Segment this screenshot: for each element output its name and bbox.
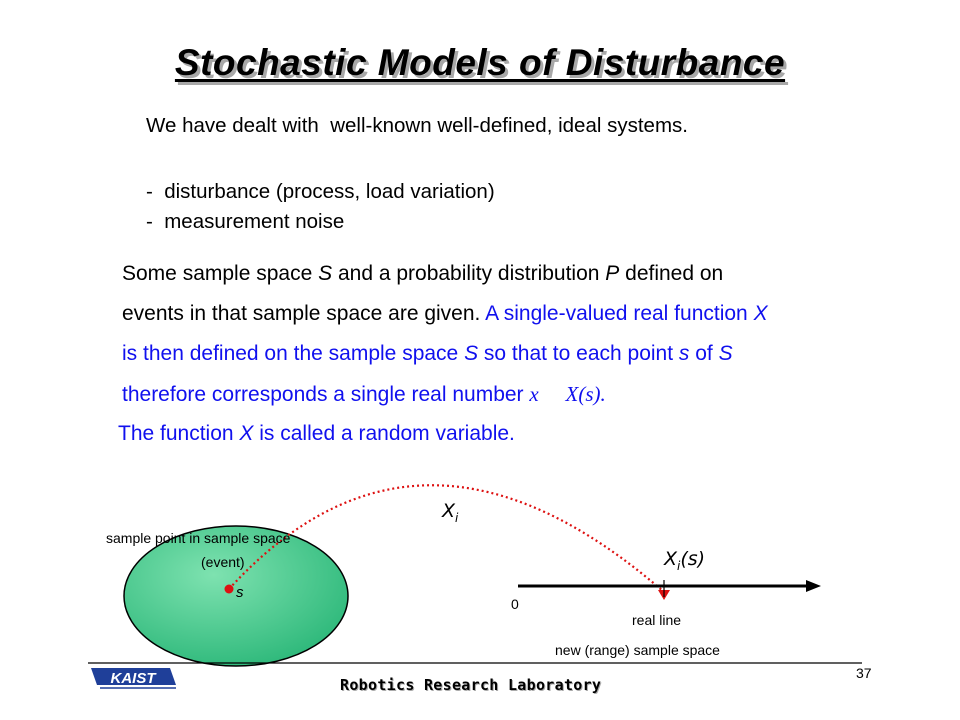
def-text: defined on [619,262,724,285]
def-symbol-X: X [239,422,254,445]
real-line-arrowhead [806,580,821,592]
range-sample-space-label: new (range) sample space [555,642,720,658]
sample-space-label: sample point in sample space [106,530,291,546]
def-text-blue: A single-valued real function [485,302,754,325]
kaist-logo-text: KAIST [110,670,156,687]
mapped-value-label [664,548,705,573]
def-text: Some sample space [122,262,319,285]
def-formula: x X(s). [529,382,585,406]
event-label: (event) [201,554,245,570]
def-text: is then defined on the sample space [122,342,465,365]
def-text: therefore corresponds a single real number [122,383,530,406]
sample-point-dot [225,585,234,594]
def-text: is called a random variable. [253,422,515,445]
def-symbol-P: P [605,262,620,285]
def-symbol-S: S [318,262,333,285]
def-symbol-s: s [678,342,690,365]
lab-name: Robotics Research Laboratory [340,676,602,694]
def-text: The function [118,422,240,445]
def-symbol-S: S [464,342,479,365]
real-line-label: real line [632,612,682,628]
bullet-disturbance: - disturbance (process, load variation) [146,180,495,203]
slide-title: Stochastic Models of Disturbance [174,42,786,83]
mapped-label-arg: (s) [680,548,706,570]
def-text: events in that sample space are given. [122,302,486,325]
mapped-label-sub: i [677,558,681,573]
def-symbol-S: S [718,342,733,365]
intro-line: We have dealt with well-known well-defined, ideal systems. [146,114,688,137]
page-number: 37 [856,665,872,681]
sample-point-label: s [236,584,244,601]
def-text: so that to each point [478,342,679,365]
bullet-measurement-noise: - measurement noise [146,210,345,233]
def-text: of [689,342,719,365]
mapping-label [442,500,458,525]
mapped-label-main: X [664,548,678,570]
zero-label: 0 [511,596,519,612]
def-text: and a probability distribution [332,262,606,285]
def-symbol-X: X [753,302,768,325]
mapping-label-main: X [442,500,456,522]
mapping-label-sub: i [455,510,459,525]
